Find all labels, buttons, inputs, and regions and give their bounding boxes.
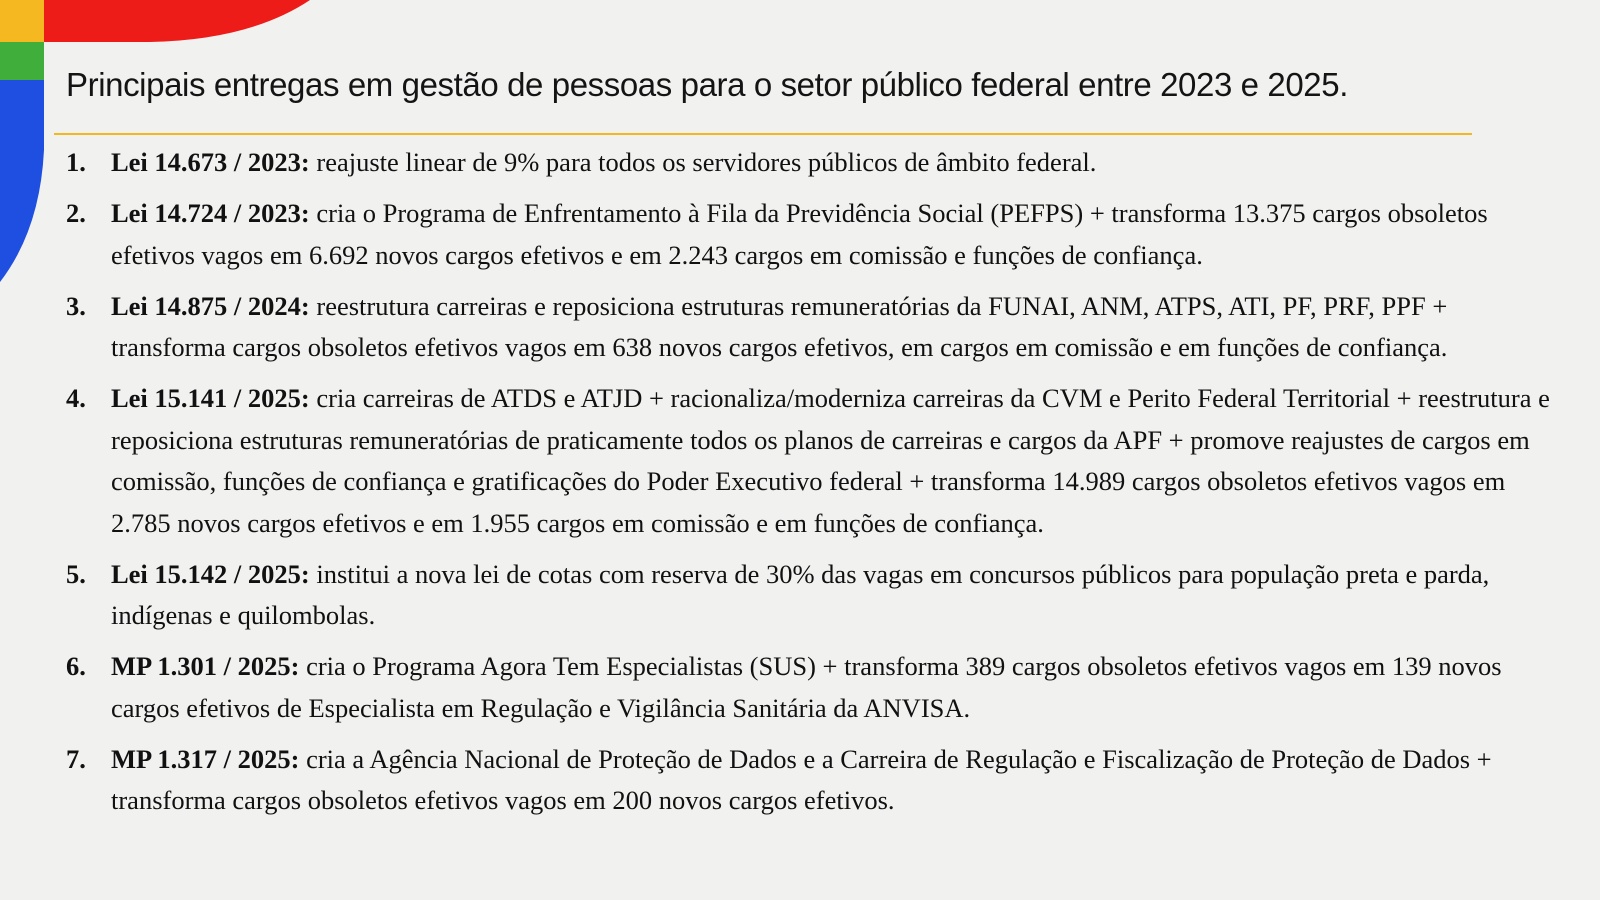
- item-description: reestrutura carreiras e reposiciona estruturas remuneratórias da FUNAI, ANM, ATPS, ATI, PF, PRF, PPF + transforma cargos obsoletos efetivos vagos em 638 novos cargos efetivos, em cargos em comissão e em funções de confiança.: [111, 290, 1448, 362]
- item-number: 5.: [66, 558, 86, 589]
- slide-title: Principais entregas em gestão de pessoas para o setor público federal entre 2023 e 2025.: [66, 66, 1348, 103]
- title-divider: [54, 133, 1472, 135]
- item-description: reajuste linear de 9% para todos os servidores públicos de âmbito federal.: [316, 147, 1097, 177]
- decor-blue-shape: [0, 80, 44, 282]
- decor-yellow-block: [0, 0, 44, 42]
- item-number: 3.: [66, 290, 86, 321]
- item-number: 4.: [66, 383, 86, 413]
- item-number: 2.: [66, 198, 86, 228]
- decor-red-shape: [44, 0, 310, 42]
- law-reference: Lei 14.724 / 2023:: [111, 198, 310, 228]
- list-item: [66, 286, 1566, 369]
- law-reference: Lei 15.142 / 2025:: [111, 558, 310, 589]
- decor-green-block: [0, 42, 44, 80]
- item-number: 7.: [66, 743, 86, 774]
- item-number: 1.: [66, 147, 86, 177]
- law-reference: MP 1.317 / 2025:: [111, 743, 300, 774]
- list-item: [66, 554, 1566, 637]
- list-item: [66, 193, 1566, 276]
- item-description: cria a Agência Nacional de Proteção de Dados e a Carreira de Regulação e Fiscalização de Proteção de Dados + transforma cargos obsoletos efetivos vagos em 200 novos cargos efetivos.: [111, 743, 1492, 815]
- list-item: [66, 142, 1566, 184]
- list-item: [66, 378, 1566, 544]
- list-item: [66, 646, 1566, 729]
- item-description: cria carreiras de ATDS e ATJD + racionaliza/moderniza carreiras da CVM e Perito Federal Territorial + reestrutura e reposiciona estruturas remuneratórias de praticamente todos os planos de carreiras e cargos da APF + promove reajustes de cargos em comissão, funções de confiança e gratificações do Poder Executivo federal + transforma 14.989 cargos obsoletos efetivos vagos em 2.785 novos cargos efetivos e em 1.955 cargos em comissão e em funções de confiança.: [111, 383, 1550, 538]
- item-description: cria o Programa de Enfrentamento à Fila da Previdência Social (PEFPS) + transforma 13.375 cargos obsoletos efetivos vagos em 6.692 novos cargos efetivos e em 2.243 cargos em comissão e funções de confiança.: [111, 198, 1488, 270]
- deliverables-list: [66, 142, 1566, 831]
- item-description: cria o Programa Agora Tem Especialistas (SUS) + transforma 389 cargos obsoletos efetivos vagos em 139 novos cargos efetivos de Especialista em Regulação e Vigilância Sanitária da ANVISA.: [111, 651, 1502, 723]
- list-item: [66, 739, 1566, 822]
- law-reference: Lei 15.141 / 2025:: [111, 383, 310, 413]
- item-number: 6.: [66, 651, 86, 681]
- law-reference: Lei 14.875 / 2024:: [111, 290, 310, 321]
- law-reference: MP 1.301 / 2025:: [111, 651, 300, 681]
- item-description: institui a nova lei de cotas com reserva de 30% das vagas em concursos públicos para população preta e parda, indígenas e quilombolas.: [111, 558, 1490, 630]
- law-reference: Lei 14.673 / 2023:: [111, 147, 310, 177]
